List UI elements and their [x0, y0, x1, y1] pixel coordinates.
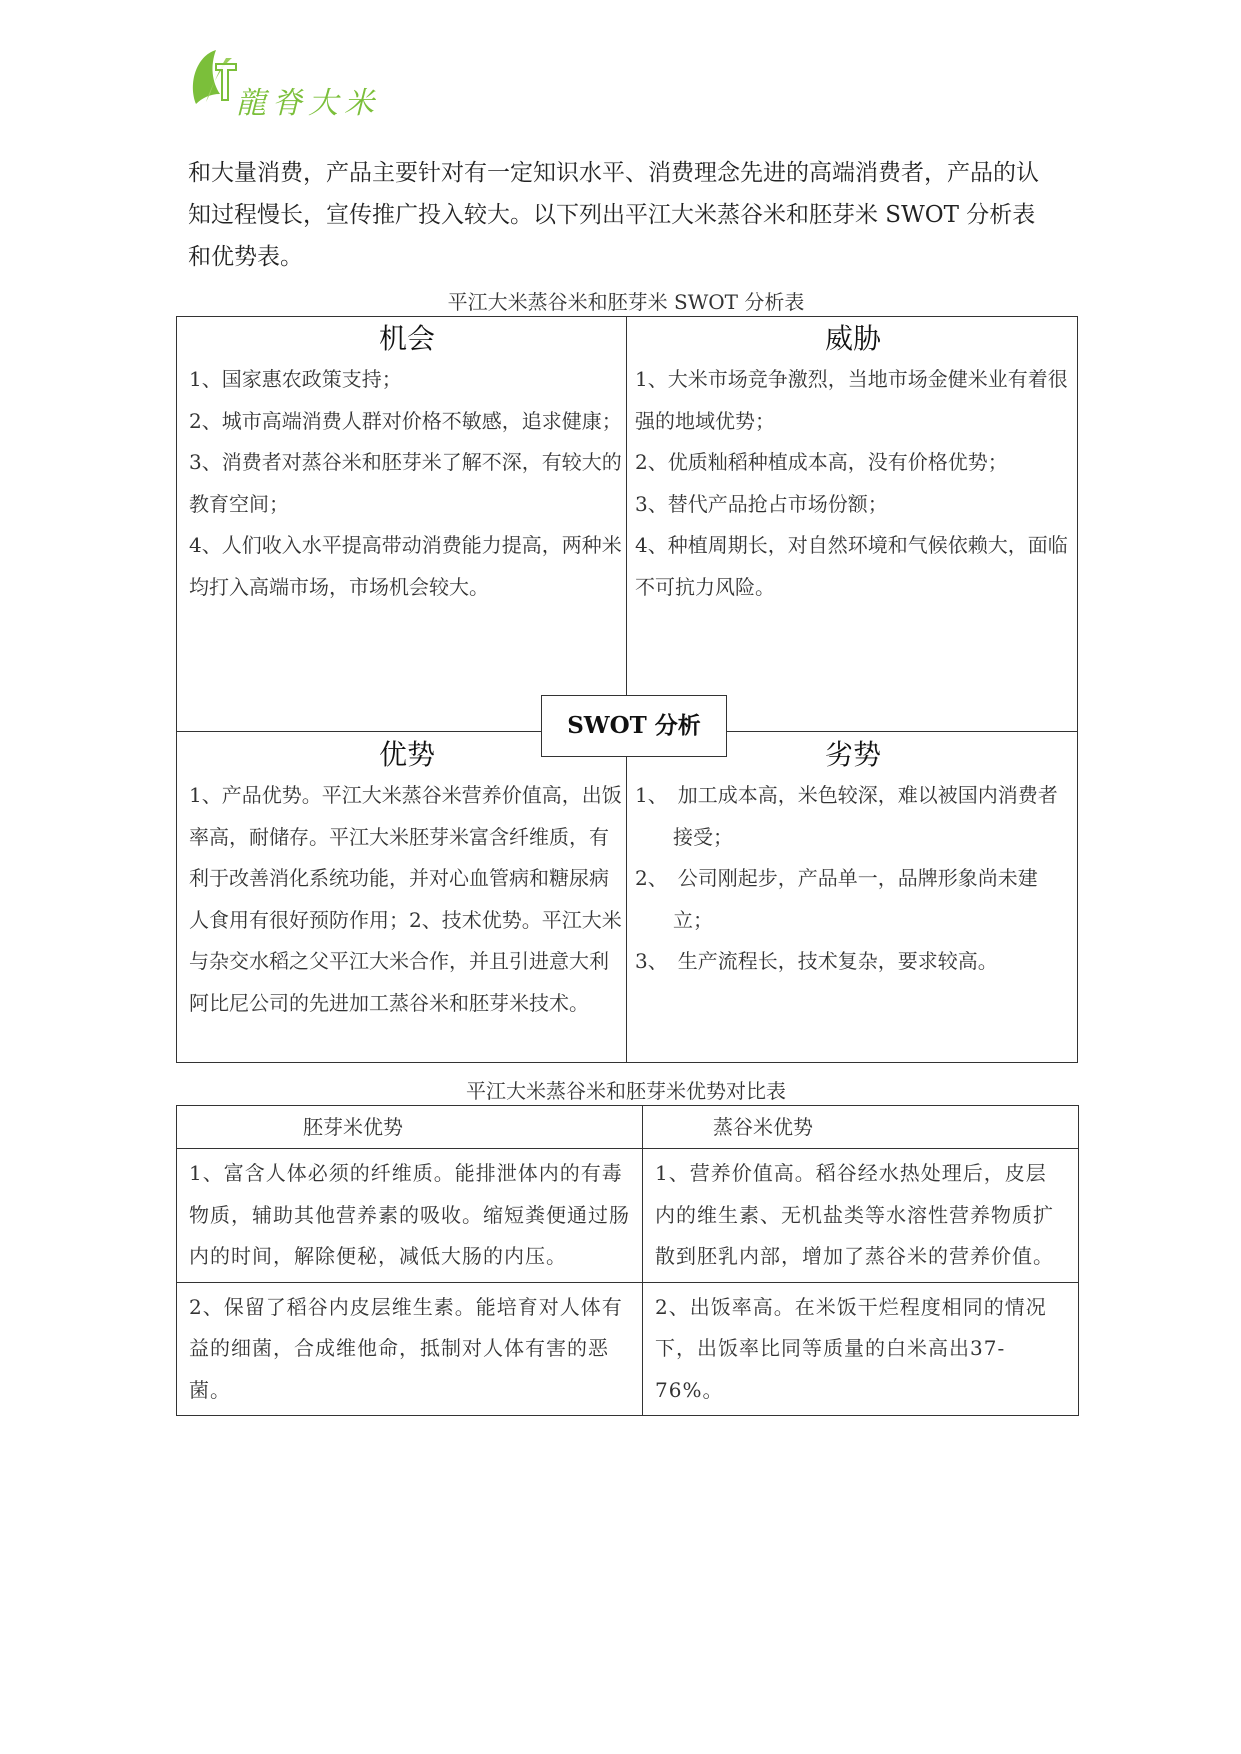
table-cell: 2、出饭率高。在米饭干烂程度相同的情况下，出饭率比同等质量的白米高出37-76%。 [643, 1282, 1079, 1416]
opportunity-item: 2、城市高端消费人群对价格不敏感，追求健康； [189, 408, 622, 433]
column-header: 胚芽米优势 [177, 1106, 643, 1149]
swot-center-label: SWOT 分析 [541, 695, 727, 757]
threat-item: 3、替代产品抢占市场份额； [635, 491, 888, 516]
opportunity-item: 4、人们收入水平提高带动消费能力提高，两种米均打入高端市场，市场机会较大。 [189, 533, 622, 599]
strengths-text: 1、产品优势。平江大米蒸谷米营养价值高，出饭率高，耐储存。平江大米胚芽米富含纤维质，有利于改善消化系统功能，并对心血管病和糖尿病人食用有很好预防作用；2、技术优势。平江大米与杂交水稻之父平江大米合作，并且引进意大利阿比尼公司的先进加工蒸谷米和胚芽米技术。 [189, 783, 622, 1015]
opportunity-item: 1、国家惠农政策支持； [189, 367, 402, 391]
table-cell: 1、富含人体必须的纤维质。能排泄体内的有毒物质，辅助其他营养素的吸收。缩短粪便通过肠内的时间，解除便秘，减低大肠的内压。 [177, 1149, 643, 1283]
threat-item: 4、种植周期长，对自然环境和气候依赖大，面临不可抗力风险。 [635, 533, 1068, 599]
swot-strengths [189, 733, 625, 1024]
table-row [177, 1149, 1079, 1283]
weakness-item: 3、 生产流程长，技术复杂，要求较高。 [635, 949, 998, 973]
swot-threats [635, 317, 1071, 608]
intro-paragraph: 和大量消费，产品主要针对有一定知识水平、消费理念先进的高端消费者，产品的认知过程慢长，宣传推广投入较大。以下列出平江大米蒸谷米和胚芽米 SWOT 分析表和优势表。 [188, 160, 1039, 270]
opportunities-title: 机会 [378, 322, 435, 355]
table-row [177, 1282, 1079, 1416]
column-header: 蒸谷米优势 [643, 1106, 1079, 1149]
opportunity-item: 3、消费者对蒸谷米和胚芽米了解不深，有较大的教育空间； [189, 450, 622, 516]
swot-table-caption: 平江大米蒸谷米和胚芽米 SWOT 分析表 [447, 290, 805, 314]
table-header-row [177, 1106, 1079, 1149]
brand-logo-text: 龍脊大米 [236, 86, 380, 121]
weaknesses-title: 劣势 [824, 738, 881, 771]
threats-title: 威胁 [824, 322, 881, 355]
weakness-item: 1、 加工成本高，米色较深，难以被国内消费者接受； [635, 783, 1058, 849]
table-cell: 1、营养价值高。稻谷经水热处理后，皮层内的维生素、无机盐类等水溶性营养物质扩散到胚乳内部，增加了蒸谷米的营养价值。 [643, 1149, 1079, 1283]
swot-weaknesses [635, 733, 1071, 983]
strengths-title: 优势 [378, 738, 435, 771]
table-cell: 2、保留了稻谷内皮层维生素。能培育对人体有益的细菌，合成维他命，抵制对人体有害的恶菌。 [177, 1282, 643, 1416]
compare-table [176, 1105, 1079, 1416]
weakness-item: 2、 公司刚起步，产品单一，品牌形象尚未建立； [635, 866, 1038, 932]
swot-vertical-divider [626, 317, 627, 1062]
compare-table-caption: 平江大米蒸谷米和胚芽米优势对比表 [466, 1079, 786, 1103]
threat-item: 2、优质籼稻种植成本高，没有价格优势； [635, 450, 1008, 474]
swot-opportunities [189, 317, 625, 608]
swot-grid [176, 316, 1078, 1063]
threat-item: 1、大米市场竞争激烈，当地市场金健米业有着很强的地域优势； [635, 367, 1068, 433]
